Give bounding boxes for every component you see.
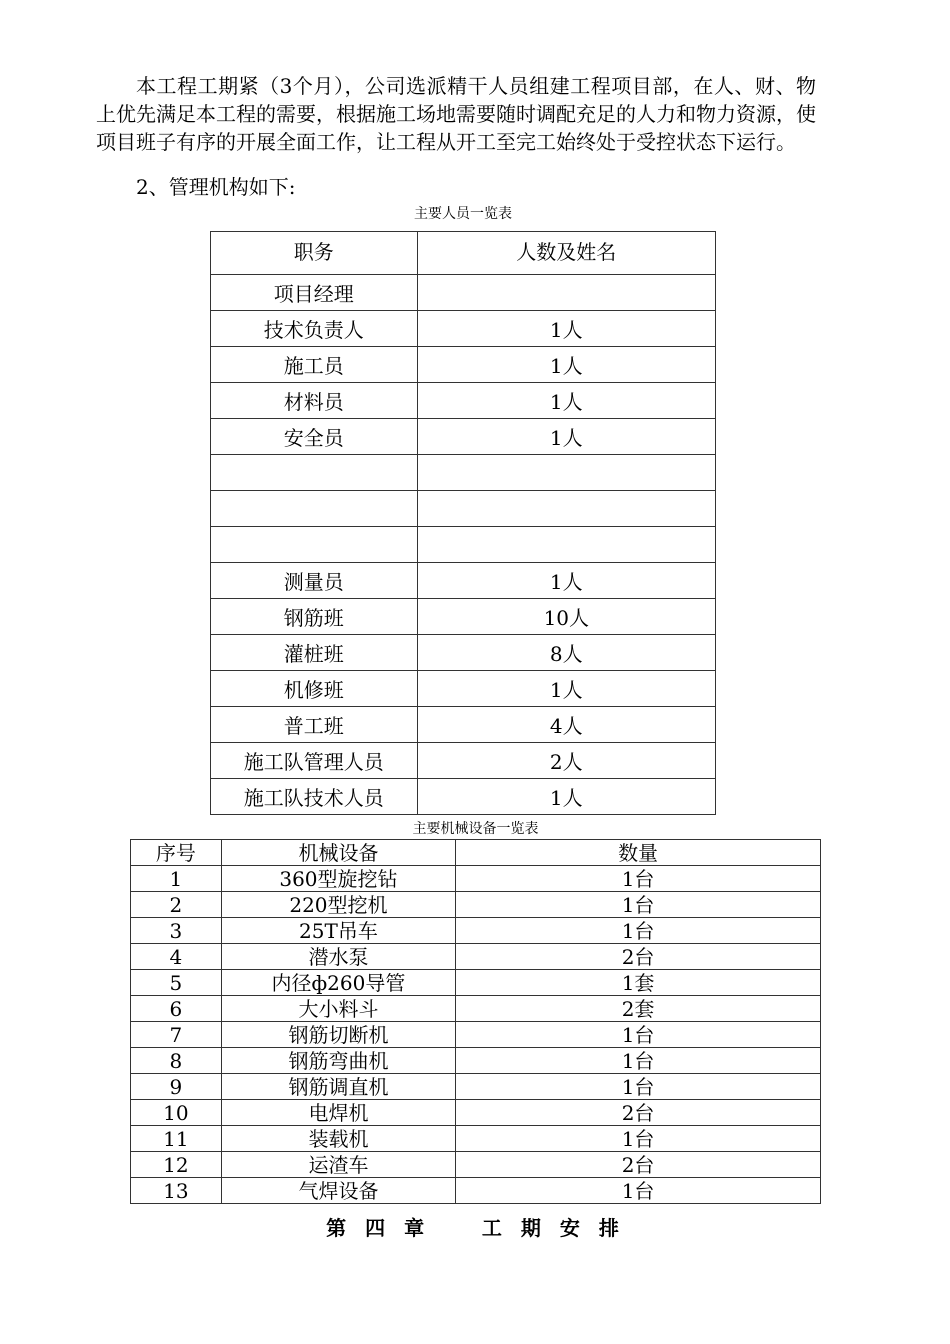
equipment-index-cell: 9 — [131, 1074, 222, 1100]
table-row — [131, 918, 821, 944]
equipment-qty-cell: 1台 — [456, 918, 821, 944]
staff-count-cell: 4人 — [417, 707, 715, 743]
staff-role-cell: 技术负责人 — [211, 311, 418, 347]
table-row — [131, 892, 821, 918]
staff-count-cell: 10人 — [417, 599, 715, 635]
equipment-name-cell: 内径ф260导管 — [221, 970, 455, 996]
equipment-name-cell: 潜水泵 — [221, 944, 455, 970]
staff-table-caption: 主要人员一览表 — [414, 206, 512, 222]
staff-role-cell: 施工队管理人员 — [211, 743, 418, 779]
staff-count-cell: 1人 — [417, 671, 715, 707]
equipment-header-cell: 序号 — [131, 840, 222, 866]
table-row — [211, 347, 716, 383]
staff-role-cell: 材料员 — [211, 383, 418, 419]
table-row — [211, 419, 716, 455]
equipment-name-cell: 大小料斗 — [221, 996, 455, 1022]
staff-count-cell: 1人 — [417, 779, 715, 815]
table-row — [211, 275, 716, 311]
equipment-table-header-row — [131, 840, 821, 866]
table-row — [131, 996, 821, 1022]
staff-count-cell: 2人 — [417, 743, 715, 779]
staff-role-cell: 施工队技术人员 — [211, 779, 418, 815]
equipment-name-cell: 钢筋调直机 — [221, 1074, 455, 1100]
equipment-name-cell: 气焊设备 — [221, 1178, 455, 1204]
table-row — [211, 599, 716, 635]
equipment-index-cell: 6 — [131, 996, 222, 1022]
staff-role-cell — [211, 527, 418, 563]
equipment-qty-cell: 2套 — [456, 996, 821, 1022]
staff-count-cell: 1人 — [417, 311, 715, 347]
staff-count-cell — [417, 527, 715, 563]
staff-role-cell — [211, 455, 418, 491]
equipment-index-cell: 12 — [131, 1152, 222, 1178]
table-row — [211, 527, 716, 563]
table-row — [131, 1048, 821, 1074]
equipment-header-cell: 机械设备 — [221, 840, 455, 866]
staff-role-cell: 钢筋班 — [211, 599, 418, 635]
staff-count-cell — [417, 491, 715, 527]
equipment-qty-cell: 1台 — [456, 1074, 821, 1100]
table-row — [131, 944, 821, 970]
table-row — [211, 383, 716, 419]
staff-count-cell: 1人 — [417, 563, 715, 599]
equipment-qty-cell: 1台 — [456, 892, 821, 918]
equipment-qty-cell: 2台 — [456, 1152, 821, 1178]
staff-count-cell: 8人 — [417, 635, 715, 671]
equipment-qty-cell: 1台 — [456, 1048, 821, 1074]
equipment-qty-cell: 1台 — [456, 1126, 821, 1152]
table-row — [211, 743, 716, 779]
table-row — [211, 491, 716, 527]
table-row — [211, 563, 716, 599]
equipment-index-cell: 8 — [131, 1048, 222, 1074]
equipment-index-cell: 11 — [131, 1126, 222, 1152]
table-row — [131, 1152, 821, 1178]
table-row — [211, 455, 716, 491]
staff-count-cell: 1人 — [417, 383, 715, 419]
table-row — [211, 635, 716, 671]
equipment-qty-cell: 2台 — [456, 944, 821, 970]
equipment-qty-cell: 1台 — [456, 1178, 821, 1204]
equipment-index-cell: 4 — [131, 944, 222, 970]
equipment-name-cell: 220型挖机 — [221, 892, 455, 918]
equipment-index-cell: 2 — [131, 892, 222, 918]
equipment-name-cell: 电焊机 — [221, 1100, 455, 1126]
equipment-index-cell: 13 — [131, 1178, 222, 1204]
table-row — [131, 1022, 821, 1048]
section-heading: 2、管理机构如下: — [136, 175, 296, 199]
staff-role-cell — [211, 491, 418, 527]
equipment-name-cell: 装载机 — [221, 1126, 455, 1152]
staff-role-cell: 施工员 — [211, 347, 418, 383]
staff-count-cell — [417, 275, 715, 311]
table-row — [131, 1100, 821, 1126]
equipment-qty-cell: 2台 — [456, 1100, 821, 1126]
table-row — [131, 970, 821, 996]
equipment-qty-cell: 1台 — [456, 1022, 821, 1048]
staff-role-cell: 灌桩班 — [211, 635, 418, 671]
staff-count-cell: 1人 — [417, 419, 715, 455]
staff-role-cell: 机修班 — [211, 671, 418, 707]
table-row — [211, 779, 716, 815]
equipment-index-cell: 7 — [131, 1022, 222, 1048]
staff-count-cell — [417, 455, 715, 491]
equipment-index-cell: 5 — [131, 970, 222, 996]
equipment-name-cell: 钢筋弯曲机 — [221, 1048, 455, 1074]
chapter-title: 第 四 章 工 期 安 排 — [326, 1216, 625, 1240]
table-row — [131, 1126, 821, 1152]
table-row — [131, 866, 821, 892]
equipment-qty-cell: 1台 — [456, 866, 821, 892]
equipment-table — [130, 839, 821, 1204]
equipment-index-cell: 3 — [131, 918, 222, 944]
equipment-index-cell: 10 — [131, 1100, 222, 1126]
table-row — [131, 1178, 821, 1204]
staff-table — [210, 231, 716, 815]
staff-count-cell: 1人 — [417, 347, 715, 383]
table-row — [211, 311, 716, 347]
equipment-name-cell: 360型旋挖钻 — [221, 866, 455, 892]
equipment-index-cell: 1 — [131, 866, 222, 892]
equipment-name-cell: 钢筋切断机 — [221, 1022, 455, 1048]
staff-role-cell: 安全员 — [211, 419, 418, 455]
equipment-header-cell: 数量 — [456, 840, 821, 866]
equipment-name-cell: 运渣车 — [221, 1152, 455, 1178]
staff-header-cell: 职务 — [211, 232, 418, 275]
staff-role-cell: 测量员 — [211, 563, 418, 599]
table-row — [211, 671, 716, 707]
staff-header-cell: 人数及姓名 — [417, 232, 715, 275]
equipment-qty-cell: 1套 — [456, 970, 821, 996]
equipment-table-caption: 主要机械设备一览表 — [412, 821, 539, 837]
staff-role-cell: 项目经理 — [211, 275, 418, 311]
staff-table-header-row — [211, 232, 716, 275]
intro-paragraph: 本工程工期紧（3个月），公司选派精干人员组建工程项目部，在人、财、物上优先满足本工程的需要，根据施工场地需要随时调配充足的人力和物力资源，使项目班子有序的开展全面工作，让工程从开工至完工始终处于受控状态下运行。 — [96, 74, 816, 154]
equipment-name-cell: 25T吊车 — [221, 918, 455, 944]
table-row — [131, 1074, 821, 1100]
table-row — [211, 707, 716, 743]
staff-role-cell: 普工班 — [211, 707, 418, 743]
